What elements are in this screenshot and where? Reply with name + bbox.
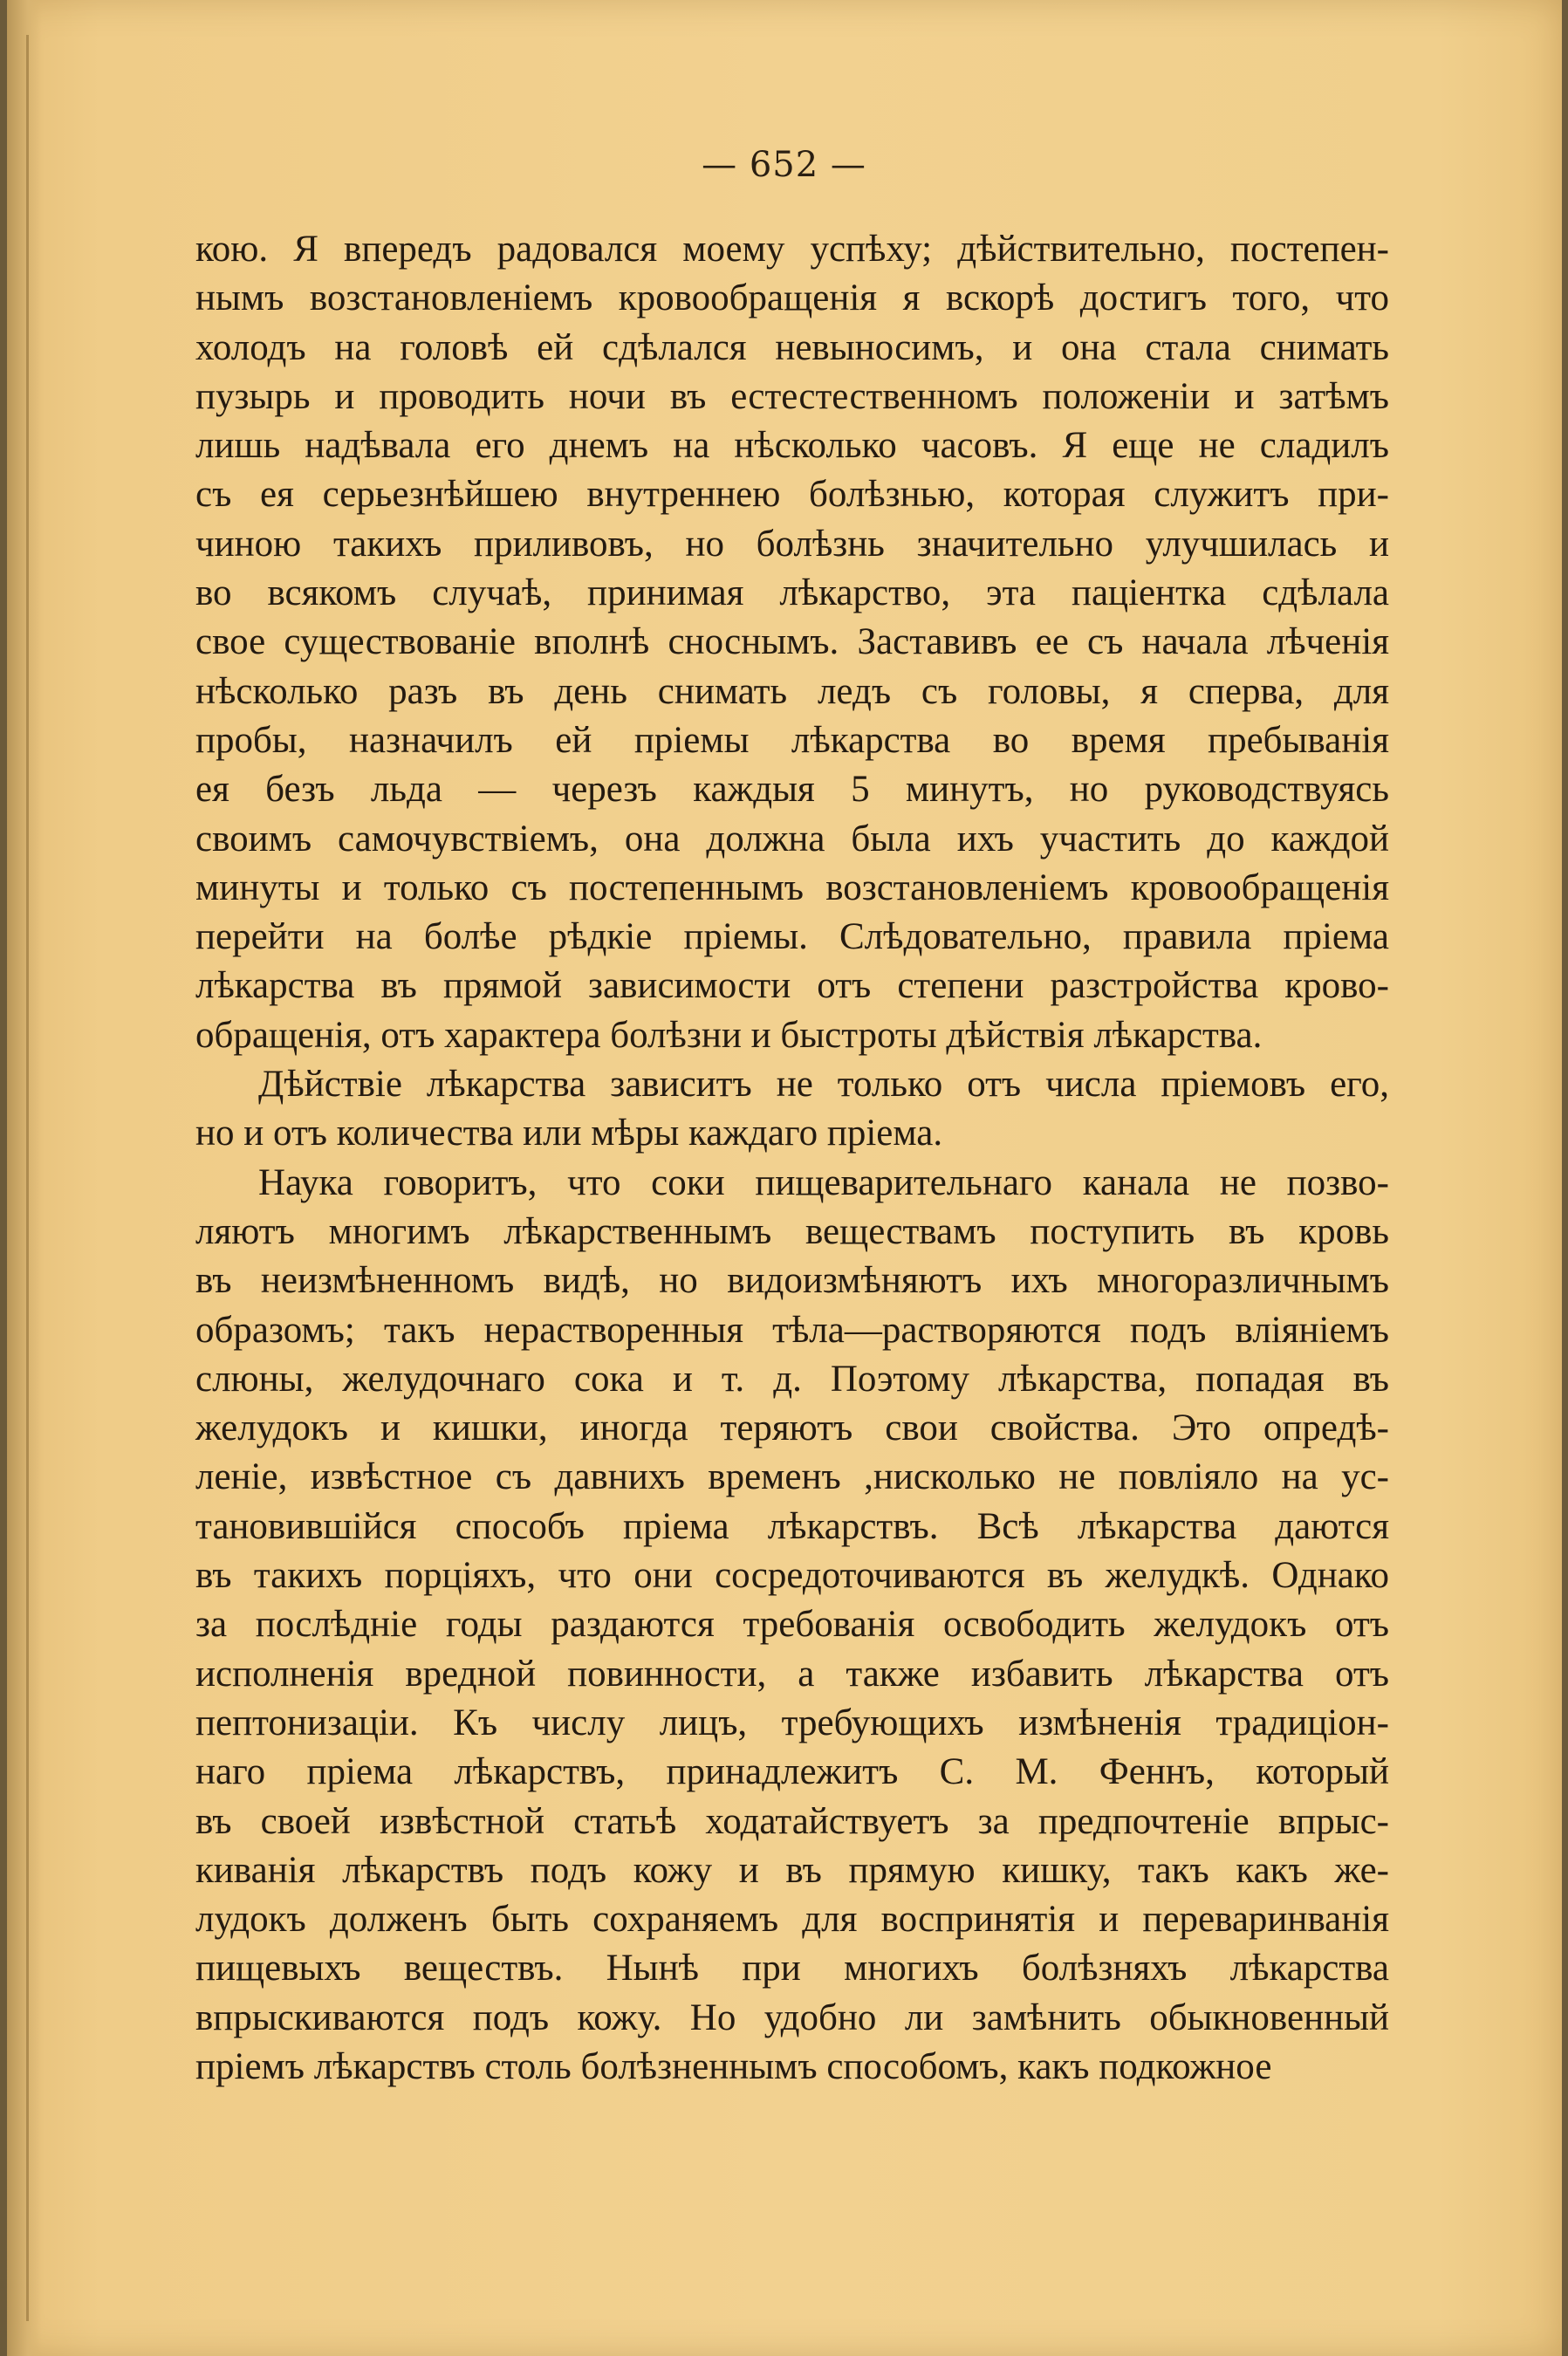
paragraph: [195, 1060, 1389, 1159]
text-line: свое существованіе вполнѣ сноснымъ. Заставивъ ее съ начала лѣченія: [195, 621, 1389, 663]
page-binding-edge: [7, 0, 42, 2356]
text-line: лудокъ долженъ быть сохраняемъ для воспринятія и переваринванія: [195, 1899, 1389, 1941]
text-line: съ ея серьезнѣйшею внутреннею болѣзнью, которая служитъ при-: [195, 474, 1389, 516]
text-line: обращенія, отъ характера болѣзни и быстроты дѣйствія лѣкарства.: [195, 1014, 1263, 1056]
text-line: леніе, извѣстное съ давнихъ временъ ,нисколько не повліяло на ус-: [195, 1456, 1389, 1498]
text-line: въ такихъ порціяхъ, что они сосредоточиваются въ желудкѣ. Однако: [195, 1555, 1389, 1597]
text-line: пробы, назначилъ ей пріемы лѣкарства во время пребыванія: [195, 719, 1389, 761]
text-line: перейти на болѣе рѣдкіе пріемы. Слѣдовательно, правила пріема: [195, 916, 1389, 958]
text-line: ляютъ многимъ лѣкарственнымъ веществамъ поступить въ кровь: [195, 1210, 1389, 1252]
text-line: въ своей извѣстной статьѣ ходатайствуетъ за предпочтеніе впрыс-: [195, 1800, 1389, 1842]
text-line: исполненія вредной повинности, а также избавить лѣкарства отъ: [195, 1653, 1389, 1695]
text-line: пептонизаціи. Къ числу лицъ, требующихъ измѣненія традиціон-: [195, 1702, 1389, 1743]
text-line: кою. Я впередъ радовался моему успѣху; дѣйствительно, постепен-: [195, 229, 1389, 270]
body-text: [195, 225, 1389, 2092]
text-line: наго пріема лѣкарствъ, принадлежитъ С. М. Феннъ, который: [195, 1751, 1389, 1793]
text-line: лишь надѣвала его днемъ на нѣсколько часовъ. Я еще не сладилъ: [195, 425, 1389, 467]
page-number: — 652 —: [702, 145, 866, 185]
text-line: во всякомъ случаѣ, принимая лѣкарство, эта паціентка сдѣлала: [195, 572, 1389, 614]
text-line: тановившійся способъ пріема лѣкарствъ. Всѣ лѣкарства даются: [195, 1505, 1389, 1547]
text-line: ея безъ льда — черезъ каждыя 5 минутъ, но руководствуясь: [195, 769, 1389, 811]
text-line: пріемъ лѣкарствъ столь болѣзненнымъ способомъ, какъ подкожное: [195, 2045, 1272, 2087]
text-line: пузырь и проводить ночи въ естестественномъ положеніи и затѣмъ: [195, 375, 1389, 417]
text-line: въ неизмѣненномъ видѣ, но видоизмѣняютъ ихъ многоразличнымъ: [195, 1260, 1389, 1302]
paragraph: [195, 225, 1389, 1060]
text-line: нымъ возстановленіемъ кровообращенія я вскорѣ достигъ того, что: [195, 277, 1389, 319]
text-line: но и отъ количества или мѣры каждаго пріема.: [195, 1113, 943, 1154]
text-line: холодъ на головѣ ей сдѣлался невыносимъ, и она стала снимать: [195, 326, 1389, 368]
paragraph: [195, 1159, 1389, 2092]
text-line: чиною такихъ приливовъ, но болѣзнь значительно улучшилась и: [195, 523, 1389, 565]
text-line: нѣсколько разъ въ день снимать ледъ съ головы, я сперва, для: [195, 670, 1389, 712]
text-line: желудокъ и кишки, иногда теряютъ свои свойства. Это опредѣ-: [195, 1407, 1389, 1449]
text-line: минуты и только съ постепеннымъ возстановленіемъ кровообращенія: [195, 866, 1389, 908]
binding-crease: [26, 35, 29, 2321]
text-line: Дѣйствіе лѣкарства зависитъ не только отъ числа пріемовъ его,: [258, 1064, 1389, 1106]
text-line: пищевыхъ веществъ. Нынѣ при многихъ болѣзняхъ лѣкарства: [195, 1948, 1389, 1990]
text-line: образомъ; такъ нерастворенныя тѣла—растворяются подъ вліяніемъ: [195, 1309, 1389, 1351]
text-line: за послѣдніе годы раздаются требованія освободить желудокъ отъ: [195, 1604, 1389, 1646]
text-line: Наука говоритъ, что соки пищеварительнаго канала не позво-: [258, 1161, 1389, 1203]
text-line: лѣкарства въ прямой зависимости отъ степени разстройства крово-: [195, 965, 1389, 1007]
text-line: своимъ самочувствіемъ, она должна была ихъ участить до каждой: [195, 818, 1389, 860]
text-line: впрыскиваются подъ кожу. Но удобно ли замѣнить обыкновенный: [195, 1996, 1389, 2038]
text-line: киванія лѣкарствъ подъ кожу и въ прямую кишку, такъ какъ же-: [195, 1849, 1389, 1891]
text-line: слюны, желудочнаго сока и т. д. Поэтому лѣкарства, попадая въ: [195, 1358, 1389, 1400]
